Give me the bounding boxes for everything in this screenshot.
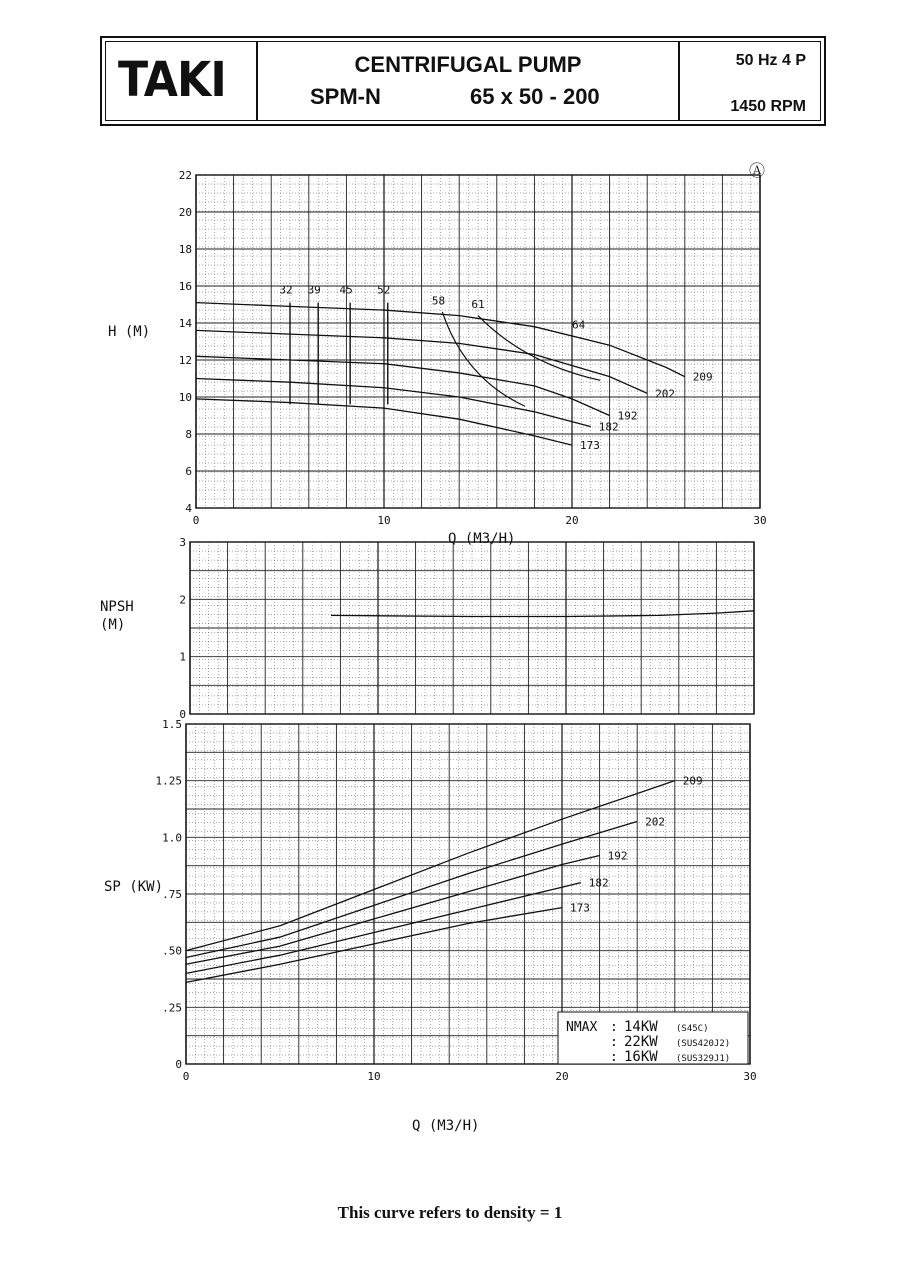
x-tick-label: 0: [182, 1070, 190, 1083]
power-axis-label: SP (KW): [104, 879, 164, 895]
motor-table-material: (SUS329J1): [676, 1054, 731, 1064]
y-tick-label: 12: [178, 354, 192, 367]
y-tick-label: 3: [179, 536, 186, 549]
power-curve-label: 209: [682, 774, 703, 788]
y-tick-label: 18: [178, 243, 192, 256]
head-curve-label: 182: [598, 420, 619, 434]
efficiency-label: 45: [339, 283, 353, 297]
power-x-axis-label: Q (M3/H): [412, 1118, 480, 1134]
motor-table-colon: :: [610, 1035, 618, 1050]
frequency-poles: 50 Hz 4 P: [735, 52, 806, 69]
curve-mark: Ⓐ: [749, 161, 766, 180]
y-tick-label: 4: [185, 502, 192, 515]
efficiency-label: 52: [377, 283, 391, 297]
x-tick-label: 10: [367, 1070, 381, 1083]
y-tick-label: 22: [178, 169, 192, 182]
y-tick-label: 0: [175, 1058, 182, 1071]
x-tick-label: 20: [555, 1070, 569, 1083]
motor-table-material: (SUS420J2): [676, 1039, 731, 1049]
power-curve-label: 192: [607, 849, 628, 863]
y-tick-label: 20: [178, 206, 192, 219]
head-curve-label: 173: [580, 439, 600, 453]
brand-logo: TAKI: [118, 52, 226, 108]
npsh-axis-label: NPSH (M): [100, 599, 134, 633]
y-tick-label: 1.0: [162, 831, 182, 845]
pump-size: 65 x 50 - 200: [470, 84, 600, 109]
motor-table-power: 22KW: [624, 1034, 658, 1050]
x-tick-label: 0: [192, 514, 200, 527]
y-tick-label: 0: [179, 708, 186, 721]
efficiency-label: 61: [471, 298, 485, 312]
y-tick-label: 14: [178, 317, 192, 330]
x-tick-label: 20: [565, 514, 579, 527]
y-tick-label: 8: [185, 428, 192, 441]
x-tick-label: 30: [743, 1070, 757, 1083]
y-tick-label: .50: [162, 944, 182, 958]
efficiency-label: 64: [572, 318, 586, 332]
y-tick-label: 10: [178, 391, 192, 404]
efficiency-label: 58: [431, 294, 446, 308]
motor-table-material: (S45C): [676, 1024, 709, 1034]
x-tick-label: 30: [753, 514, 767, 527]
y-tick-label: 16: [178, 280, 192, 293]
head-curve-label: 209: [692, 370, 713, 384]
y-tick-label: .25: [162, 1001, 182, 1015]
rated-speed: 1450 RPM: [730, 98, 806, 115]
density-note: This curve refers to density = 1: [337, 1203, 563, 1222]
power-curve-label: 182: [588, 876, 609, 890]
efficiency-label: 39: [307, 283, 321, 297]
y-tick-label: .75: [162, 888, 182, 901]
npsh-curve: [331, 611, 754, 617]
y-tick-label: 1.5: [162, 718, 182, 731]
model-name: SPM-N: [310, 84, 381, 109]
power-curve-label: 202: [645, 815, 666, 829]
head-curve-209: [196, 303, 685, 377]
motor-table-colon: :: [610, 1050, 618, 1065]
head-curve-label: 202: [655, 387, 676, 401]
y-tick-label: 1: [179, 650, 186, 664]
motor-table-power: 14KW: [624, 1019, 658, 1035]
y-tick-label: 1.25: [155, 774, 182, 788]
head-axis-label: H (M): [108, 324, 151, 340]
motor-table-title: NMAX: [566, 1020, 598, 1035]
efficiency-curve-58: [442, 312, 525, 406]
x-tick-label: 10: [377, 514, 391, 527]
y-tick-label: 2: [179, 593, 186, 607]
power-curve-label: 173: [570, 901, 590, 915]
motor-table-power: 16KW: [624, 1049, 658, 1065]
product-title: CENTRIFUGAL PUMP: [354, 52, 582, 77]
efficiency-label: 32: [279, 283, 293, 297]
head-curve-label: 192: [617, 409, 638, 423]
motor-table-colon: :: [610, 1020, 618, 1035]
plot-frame: [196, 175, 760, 508]
y-tick-label: 6: [185, 465, 192, 478]
head-x-axis-label: Q (M3/H): [448, 531, 516, 547]
